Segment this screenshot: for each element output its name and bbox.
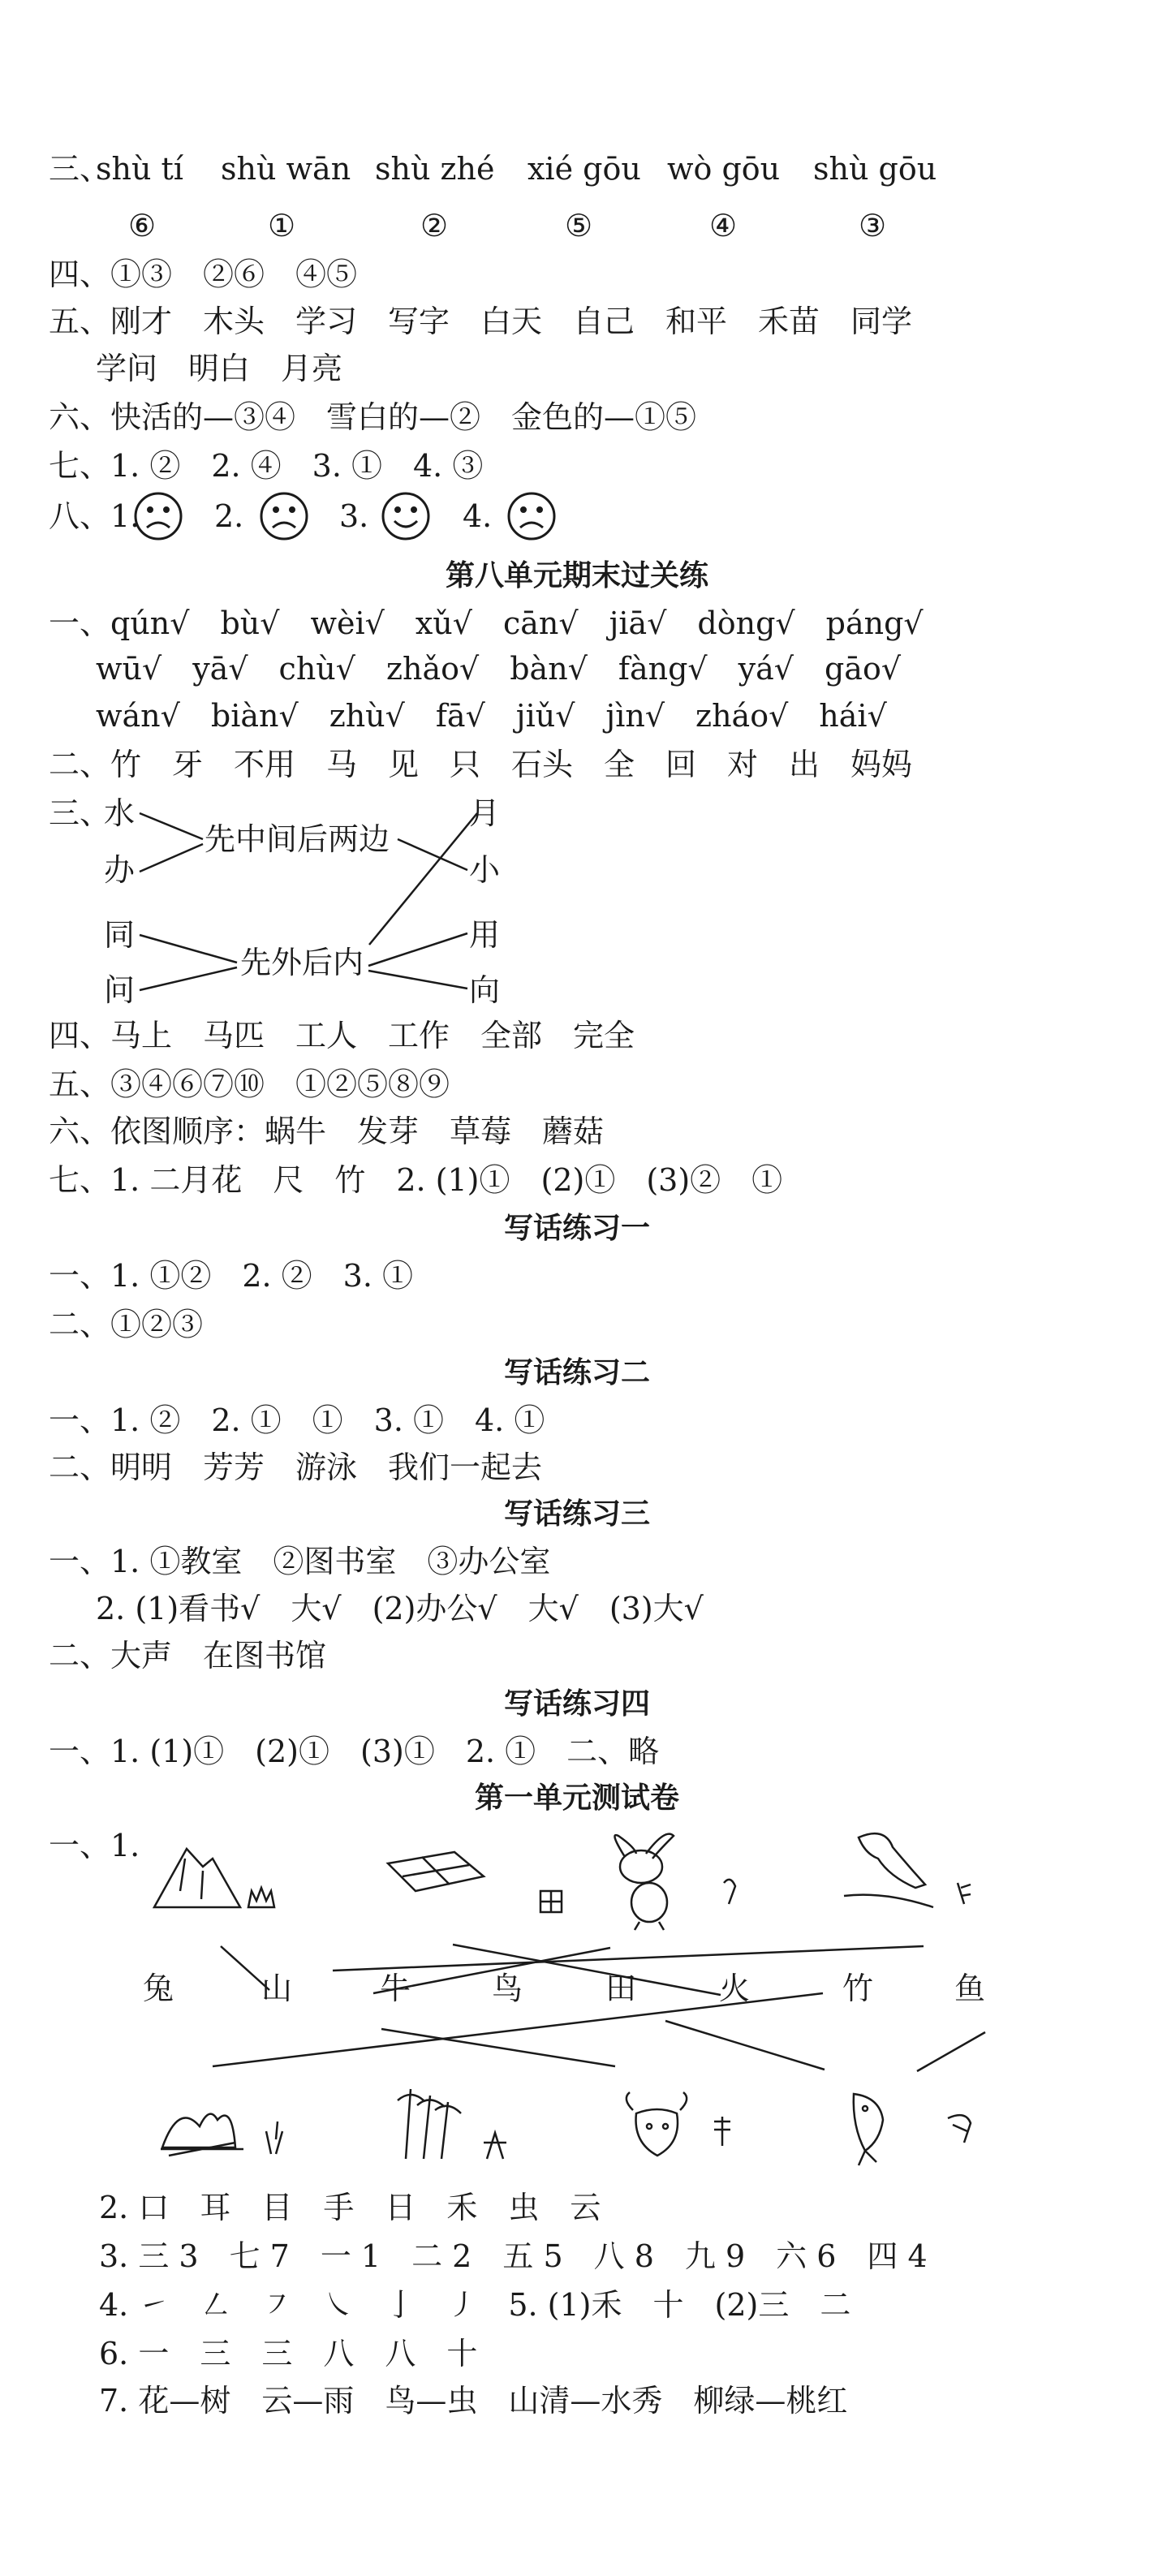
bamboo-icon <box>398 2089 506 2159</box>
e4-line: 四、马上 马匹 工人 工作 全部 完全 <box>49 1018 635 1053</box>
e3-right: 向 <box>469 972 501 1008</box>
w1-line: 二、①②③ <box>49 1307 204 1342</box>
e3-left: 同 <box>104 917 136 953</box>
s3-num: ⑥ <box>128 208 157 243</box>
s8-n3: 3. <box>339 498 369 534</box>
t4-line: 4. ㇀ ㇜ ㇇ ㇏ 亅 ㇓ 5. (1)禾 十 (2)三 二 <box>99 2287 851 2323</box>
t1-char: 山 <box>261 1971 293 2006</box>
s3-item: shù tí <box>96 151 183 187</box>
heading-writing-2: 写话练习二 <box>503 1356 650 1389</box>
e3-left: 水 <box>104 795 136 831</box>
e6-line: 六、依图顺序：蜗牛 发芽 草莓 蘑菇 <box>49 1114 605 1149</box>
e1-line: 一、qún√ bù√ wèi√ xǔ√ cān√ jiā√ dòng√ páng√ <box>49 605 924 641</box>
ox-icon <box>627 2092 730 2156</box>
w1-line: 一、1. ①② 2. ② 3. ① <box>49 1258 414 1294</box>
s7-line: 七、1. ② 2. ④ 3. ① 4. ③ <box>49 448 484 484</box>
heading-unit1-test: 第一单元测试卷 <box>474 1781 679 1815</box>
heading-writing-4: 写话练习四 <box>503 1687 650 1721</box>
w2-line: 二、明明 芳芳 游泳 我们一起去 <box>49 1450 543 1485</box>
heading-writing-1: 写话练习一 <box>503 1212 650 1245</box>
t1-char: 竹 <box>842 1971 874 2006</box>
s3-num: ② <box>420 208 449 243</box>
w3-line: 二、大声 在图书馆 <box>49 1638 327 1674</box>
w4-line: 一、1. (1)① (2)① (3)① 2. ① 二、略 <box>49 1734 660 1769</box>
t1-char: 田 <box>605 1971 637 2006</box>
fish-icon <box>854 2094 971 2165</box>
mountain-icon <box>154 1849 274 1907</box>
s4-line: 四、①③ ②⑥ ④⑤ <box>49 256 358 292</box>
t6-line: 6. 一 三 三 八 八 十 <box>99 2336 478 2371</box>
s8-n4: 4. <box>463 498 493 534</box>
w2-line: 一、1. ② 2. ① ① 3. ① 4. ① <box>49 1402 545 1438</box>
s3-item: shù wān <box>221 151 351 187</box>
fire-icon <box>161 2114 282 2156</box>
t7-line: 7. 花—树 云—雨 鸟—虫 山清—水秀 柳绿—桃红 <box>99 2383 848 2419</box>
e1-line: wán√ biàn√ zhù√ fā√ jiǔ√ jìn√ zháo√ hái√ <box>96 698 887 734</box>
e3-left: 问 <box>104 972 136 1008</box>
e3-right: 月 <box>469 795 501 831</box>
t1-char: 牛 <box>380 1971 411 2006</box>
s3-num: ⑤ <box>565 208 593 243</box>
e3-mid: 先外后内 <box>240 945 364 980</box>
s6-line: 六、快活的—③④ 雪白的—② 金色的—①⑤ <box>49 399 697 435</box>
e3-right: 用 <box>469 917 501 953</box>
s3-num: ① <box>268 208 296 243</box>
s8-lead: 八、1. <box>49 498 140 534</box>
w3-line: 一、1. ①教室 ②图书室 ③办公室 <box>49 1544 551 1579</box>
t1-char: 兔 <box>143 1971 174 2006</box>
s3-num: ④ <box>709 208 738 243</box>
e2-line: 二、竹 牙 不用 马 见 只 石头 全 回 对 出 妈妈 <box>49 747 913 782</box>
e5-line: 五、③④⑥⑦⑩ ①②⑤⑧⑨ <box>49 1066 450 1102</box>
e3-left: 办 <box>104 852 136 888</box>
e3-right: 小 <box>469 852 501 888</box>
s5-line-cont: 学问 明白 月亮 <box>96 351 343 386</box>
s5-line: 五、刚才 木头 学习 写字 白天 自己 和平 禾苗 同学 <box>49 304 913 339</box>
t1-char: 鱼 <box>954 1971 986 2006</box>
e3-mid: 先中间后两边 <box>205 821 390 857</box>
s3-item: shù gōu <box>813 151 937 187</box>
w3-line: 2. (1)看书√ 大√ (2)办公√ 大√ (3)大√ <box>96 1591 704 1626</box>
t1-match-lines <box>213 1945 985 2071</box>
t1-char: 火 <box>719 1971 751 2006</box>
t1-char: 鸟 <box>492 1971 523 2006</box>
rabbit-icon <box>615 1834 736 1930</box>
s3-item: shù zhé <box>375 151 495 187</box>
e7-line: 七、1. 二月花 尺 竹 2. (1)① (2)① (3)② ① <box>49 1162 783 1198</box>
bird-icon <box>844 1833 971 1907</box>
s3-num: ③ <box>859 208 887 243</box>
s3-item: wò gōu <box>667 151 781 187</box>
t3-line: 3. 三 3 七 7 一 1 二 2 五 5 八 8 九 9 六 6 四 4 <box>99 2238 928 2274</box>
field-icon <box>388 1852 562 1912</box>
s3-lead: 三、 <box>49 151 111 187</box>
e3-lead: 三、 <box>49 795 111 831</box>
heading-unit8: 第八单元期末过关练 <box>445 559 708 592</box>
s8-n2: 2. <box>214 498 244 534</box>
e1-line: wū√ yā√ chù√ zhǎo√ bàn√ fàng√ yá√ gāo√ <box>96 651 902 687</box>
t1-lead: 一、1. <box>49 1828 140 1863</box>
heading-writing-3: 写话练习三 <box>503 1497 650 1531</box>
t2-line: 2. 口 耳 目 手 日 禾 虫 云 <box>99 2190 601 2225</box>
s3-item: xié gōu <box>527 151 641 187</box>
